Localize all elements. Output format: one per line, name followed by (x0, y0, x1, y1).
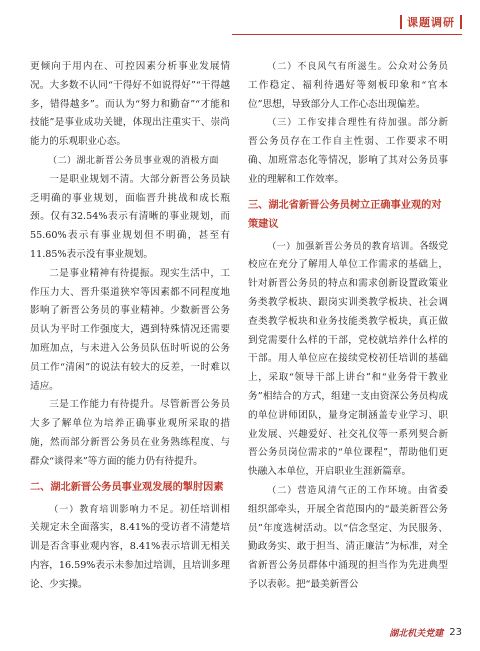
paragraph: 二是事业精神有待提振。现实生活中，工作压力大、晋升渠道狭窄等因素都不同程度地影响了新晋公务员的事业精神。少数新晋公务员认为平时工作强度大，遇到特殊情况还需要加班加点，与未进入公务员队伍时听说的公务员工作“清闲”的说法有较大的反差，一时难以适应。 (30, 267, 230, 392)
header-rule (232, 34, 462, 35)
paragraph: 三是工作能力有待提升。尽管新晋公务员大多了解单位为培养正确事业观所采取的措施，然而部分新晋公务员在业务熟练程度、与群众“谈得来”等方面的能力仍有待提升。 (30, 399, 230, 467)
paragraph (248, 58, 448, 114)
page-footer (389, 626, 462, 639)
paragraph: 一是职业规划不清。大部分新晋公务员缺乏明确的事业规划，面临晋升挑战和成长瓶颈。仅有32.54%表示有清晰的事业规划，而55.60%表示有事业规划但不明确，甚至有11.85%表示没有事业规划。 (30, 173, 230, 260)
left-column (30, 58, 230, 595)
section-heading: 二、湖北新晋公务员事业观发展的掣肘因素 (30, 481, 224, 493)
paragraph (248, 238, 448, 482)
inline-subheading: （二）不良风气有所滋生。 (267, 62, 388, 72)
paragraph (30, 501, 230, 595)
tag-bar-right (460, 15, 462, 29)
subheading: （二）湖北新晋公务员事业观的消极方面 (48, 155, 220, 166)
paragraph (248, 114, 448, 189)
paragraph-text: 各级党校应在充分了解用人单位工作需求的基础上，针对新晋公务员的特点和需求创新设置政策业务类教学板块、跟岗实训类教学板块、社会调查类教学板块和业务技能类教学板块，真正做到党需要什么样的干部，党校就培养什么样的干部。用人单位应在接续党校初任培训的基础上，采取“领导干部上讲台”和“业务骨干教业务”相结合的方式，组建一支由资深公务员构成的单位讲师团队，量身定制涵盖专业学习、职业发展、兴趣爱好、社交礼仪等一系列契合新晋公务员岗位需求的“单位课程”，帮助他们更快融入本单位，开启职业生涯新篇章。 (248, 240, 448, 478)
magazine-logo: 湖北机关党建 (389, 629, 444, 639)
section-heading: 三、湖北省新晋公务员树立正确事业观的对策建议 (248, 199, 442, 230)
page-number: 23 (449, 627, 462, 638)
paragraph-text: 公众对公务员工作稳定、福利待遇好等刻板印象和“官本位”思想，导致部分人工作心态出现偏差。 (248, 61, 448, 110)
paragraph (248, 482, 448, 595)
inline-subheading: （一）教育培训影响力不足。 (49, 504, 180, 515)
right-column (248, 58, 448, 595)
section-tag (400, 14, 462, 30)
inline-subheading: （三）工作安排合理性有待加强。 (267, 118, 419, 129)
section-tag-label: 课题调研 (407, 16, 455, 29)
paragraph-text: 部分新晋公务员存在工作自主性弱、工作要求不明确、加班常态化等情况，影响了其对公务员事业的理解和工作效率。 (248, 117, 448, 185)
paragraph-text: 由省委组织部牵头，开展全省范围内的“最美新晋公务员”年度选树活动。以“信念坚定、为民服务、勤政务实、敢于担当、清正廉洁”为标准，对全省新晋公务员群体中涌现的担当作为先进典型予以表彰。把“最美新晋公 (248, 484, 448, 590)
inline-subheading: （二）营造风清气正的工作环境。 (267, 485, 419, 496)
paragraph: 更倾向于用内在、可控因素分析事业发展情况。大多数不认同“干得好不如说得好”“干得越多，错得越多”。而认为“努力和勤奋”“才能和技能”是事业成功关键，体现出注重实干、崇尚能力的乐观职业心态。 (30, 61, 230, 148)
inline-subheading: （一）加强新晋公务员的教育培训。 (267, 241, 420, 252)
paragraph-text: 初任培训相关规定未全面落实，8.41%的受访者不清楚培训是否含事业观内容，8.41%表示培训无相关内容，16.59%表示未参加过培训，且培训多理论、少实操。 (30, 503, 230, 590)
tag-bar-left (400, 15, 402, 29)
